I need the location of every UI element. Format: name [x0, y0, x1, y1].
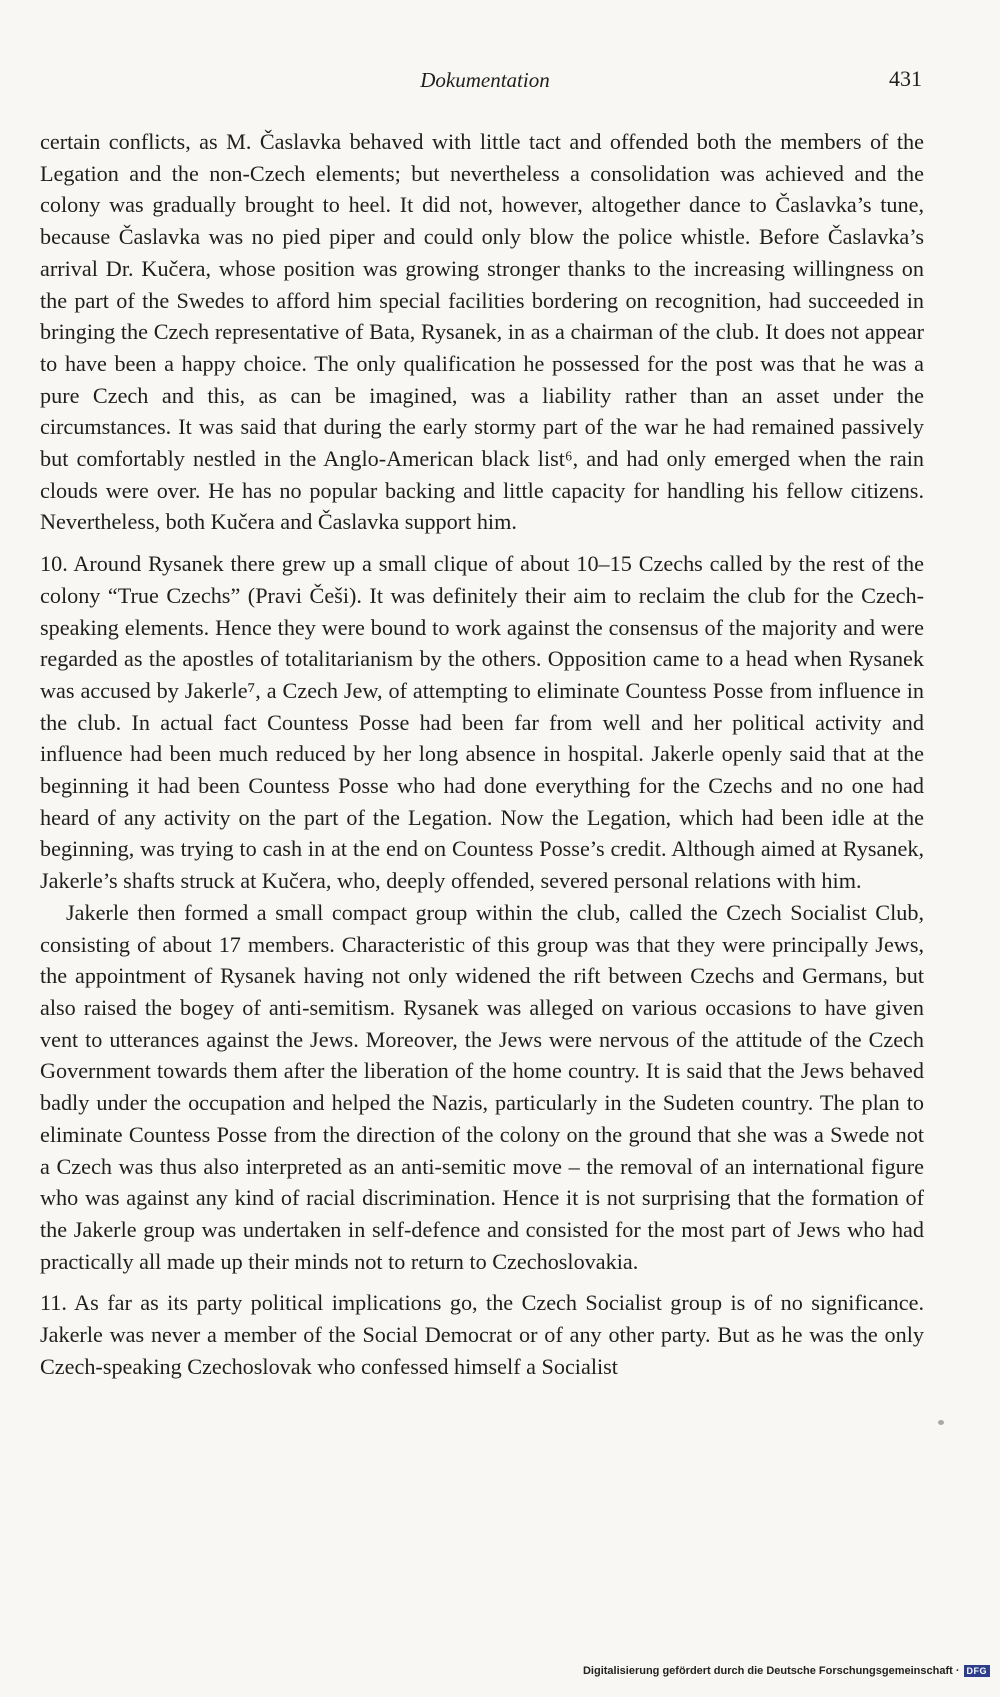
page-number: 431: [889, 66, 922, 91]
scan-speck: [938, 1420, 944, 1425]
paragraph-jakerle-group: Jakerle then formed a small compact group within the club, called the Czech Socialist Club, consisting of about 17 members. Characteristic of this group was that they were principally Jews, the appointment of Rysanek having not only widened the rift between Czechs and Germans, but also raised the bogey of anti-semitism. Rysanek was alleged on various occasions to have given vent to utterances against the Jews. Moreover, the Jews were nervous of the attitude of the Czech Government towards them after the liberation of the home country. It is said that the Jews behaved badly under the occupation and helped the Nazis, particularly in the Sudeten country. The plan to eliminate Countess Posse from the direction of the colony on the ground that she was a Swede not a Czech was thus also interpreted as an anti-semitic move – the removal of an international figure who was against any kind of racial discrimination. Hence it is not surprising that the formation of the Jakerle group was undertaken in self-defence and consisted for the most part of Jews who had practically all made up their minds not to return to Czechoslovakia.: [40, 899, 924, 1274]
paragraph-continuation: certain conflicts, as M. Časlavka behaved with little tact and offended both the members of the Legation and the non-Czech elements; but nevertheless a consolidation was achieved and the colony was gradually brought to heel. It did not, however, altogether dance to Časlavka’s tune, because Časlavka was no pied piper and could only blow the police whistle. Before Časlavka’s arrival Dr. Kučera, whose position was growing stronger thanks to the increasing willingness on the part of the Swedes to afford him special facilities bordering on recognition, had succeeded in bringing the Czech representative of Bata, Rysanek, in as a chairman of the club. It does not appear to have been a happy choice. The only qualification he possessed for the post was that he was a pure Czech and this, as can be imagined, was a liability rather than an asset under the circumstances. It was said that during the early stormy part of the war he had remained passively but comfortably nestled in the Anglo-American black list⁶, and had only emerged when the rain clouds were over. He has no popular backing and little capacity for handling his fellow citizens. Nevertheless, both Kučera and Časlavka support him.: [40, 129, 924, 535]
paragraph-10: 10. Around Rysanek there grew up a small clique of about 10–15 Czechs called by the rest of the colony “True Czechs” (Pravi Češi). It was definitely their aim to reclaim the club for the Czech-speaking elements. Hence they were bound to work against the consensus of the majority and were regarded as the apostles of totalitarianism by the others. Opposition came to a head when Rysanek was accused by Jakerle⁷, a Czech Jew, of attempting to eliminate Countess Posse from influence in the club. In actual fact Countess Posse had been far from well and her political activity and influence had been much reduced by her long absence in hospital. Jakerle openly said that at the beginning it had been Countess Posse who had done everything for the Czechs and no one had heard of any activity on the part of the Legation. Now the Legation, which had been idle at the beginning, was trying to cash in at the end on Countess Posse’s credit. Although aimed at Rysanek, Jakerle’s shafts struck at Kučera, who, deeply offended, severed personal relations with him.: [40, 551, 924, 894]
running-title: Dokumentation: [420, 68, 550, 92]
paragraph-11: 11. As far as its party political implications go, the Czech Socialist group is of no significance. Jakerle was never a member of the Social Democrat or of any other party. But as he was the only Czech-speaking Czechoslovak who confessed himself a Socialist: [40, 1290, 924, 1379]
credit-text: Digitalisierung gefördert durch die Deutsche Forschungsgemeinschaft ·: [582, 1665, 960, 1677]
body-text: [40, 126, 924, 1382]
dfg-logo: DFG: [964, 1665, 991, 1677]
running-head: [40, 66, 930, 96]
digitization-credit: [583, 1665, 990, 1677]
